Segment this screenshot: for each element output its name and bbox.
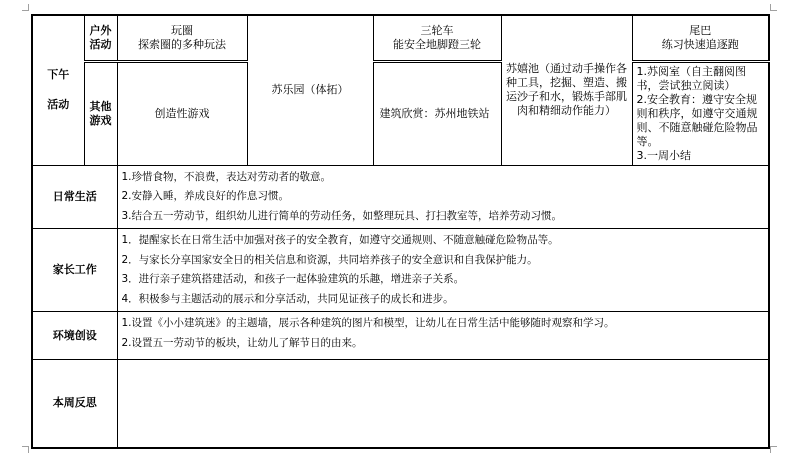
outdoor-game-goal: 能安全地脚蹬三轮: [393, 37, 481, 51]
creative-game-text: 创造性游戏: [154, 106, 210, 120]
daily-life-item: 2.安静入睡，养成良好的作息习惯。: [121, 190, 290, 202]
environment-label: 环境创设: [32, 312, 117, 360]
afternoon-label-line1: 下午: [47, 68, 70, 82]
environment-content: [117, 312, 769, 360]
sandpit-cell: [501, 15, 632, 165]
page-corner-mark: [770, 4, 777, 11]
outdoor-activities-label: [84, 15, 117, 61]
outdoor-game-title: 玩圈: [171, 23, 193, 37]
other-label-line2: 游戏: [89, 113, 112, 127]
reading-item: 2.安全教育：遵守安全规则和秩序，如遵守交通规则、不随意触碰危险物品等。: [636, 92, 758, 148]
parents-work-item: 4．积极参与主题活动的展示和分享活动，共同见证孩子的成长和进步。: [121, 292, 454, 305]
page-corner-mark: [22, 4, 29, 11]
daily-life-item: 1.珍惜食物，不浪费，表达对劳动者的敬意。: [121, 170, 332, 183]
reflection-label: 本周反思: [32, 360, 117, 448]
page-corner-mark: [22, 446, 29, 453]
parents-work-item: 1．提醒家长在日常生活中加强对孩子的安全教育，如遵守交通规则、不随意触碰危险物品等。: [121, 234, 559, 246]
building-appreciation-cell: [373, 61, 501, 165]
daily-life-content: [117, 165, 769, 229]
outdoor-game-tricycle: [373, 15, 501, 61]
outdoor-game-title: 三轮车: [420, 23, 454, 37]
other-label-line1: 其他: [89, 99, 112, 113]
page-corner-mark: [770, 446, 777, 453]
building-appreciation-text: 建筑欣赏：苏州地铁站: [379, 106, 490, 120]
reading-item: 3.一周小结: [636, 148, 691, 162]
other-games-label: [84, 61, 117, 165]
outdoor-game-hoop: [117, 15, 247, 61]
outdoor-game-goal: 练习快速追逐跑: [661, 37, 739, 51]
daily-life-label: 日常生活: [32, 165, 117, 229]
parents-work-item: 2．与家长分享国家安全日的相关信息和资源，共同培养孩子的安全意识和自我保护能力。: [121, 253, 538, 266]
daily-life-item: 3.结合五一劳动节，组织幼儿进行简单的劳动任务，如整理玩具、打扫教室等，培养劳动习惯。: [121, 209, 563, 222]
suyuan-text: 苏乐园（体拓）: [271, 83, 349, 97]
creative-game-cell: [117, 61, 247, 165]
outdoor-game-goal: 探索圈的多种玩法: [138, 37, 226, 51]
parents-work-content: [117, 229, 769, 312]
outdoor-game-title: 尾巴: [689, 23, 712, 37]
environment-item: 1.设置《小小建筑迷》的主题墙，展示各种建筑的图片和模型，让幼儿在日常生活中能够随时观察和学习。: [121, 317, 615, 329]
reading-item: 1.苏阅室（自主翻阅图书，尝试独立阅读）: [636, 64, 746, 92]
afternoon-label-line2: 活动: [47, 98, 70, 112]
suyuan-cell: [247, 15, 373, 165]
parents-work-label: 家长工作: [32, 229, 117, 312]
outdoor-label-line2: 活动: [89, 37, 112, 51]
reflection-content[interactable]: [117, 360, 769, 448]
afternoon-activities-label: [32, 15, 84, 165]
outdoor-game-tail: [632, 15, 769, 61]
environment-item: 2.设置五一劳动节的板块，让幼儿了解节日的由来。: [121, 336, 363, 349]
parents-work-item: 3．进行亲子建筑搭建活动，和孩子一起体验建筑的乐趣，增进亲子关系。: [121, 273, 465, 285]
outdoor-label-line1: 户外: [89, 23, 112, 37]
reading-cell: [632, 61, 769, 165]
weekly-plan-table: [31, 14, 770, 449]
sandpit-text: 苏嬉池（通过动手操作各种工具，挖掘、塑造、搬运沙子和水，锻炼手部肌肉和精细动作能力）: [506, 62, 627, 118]
